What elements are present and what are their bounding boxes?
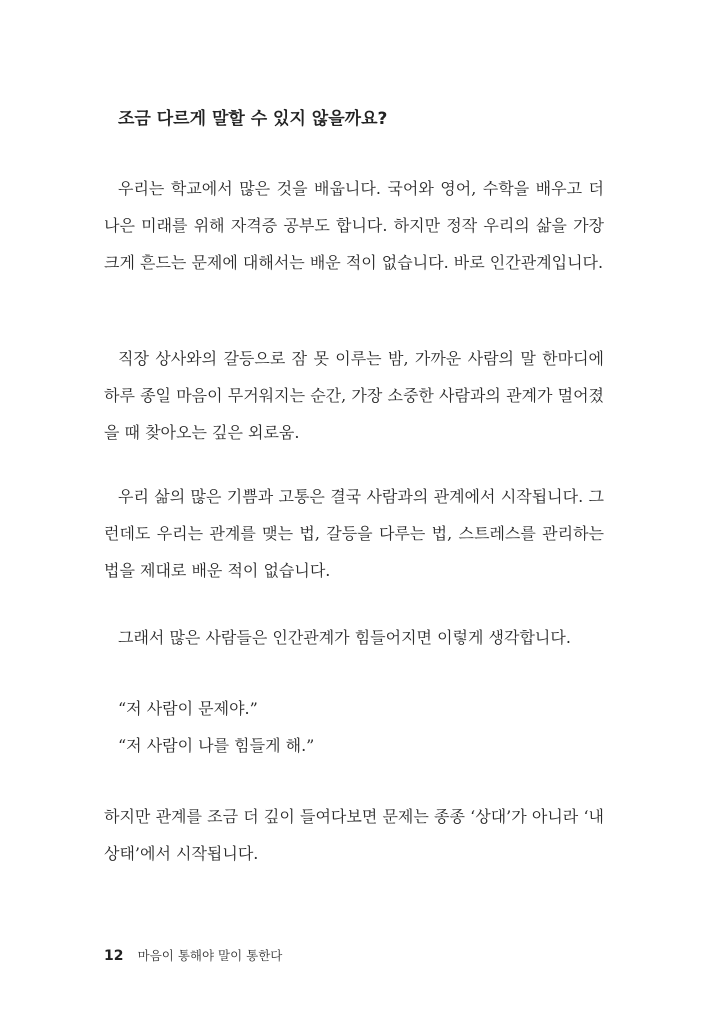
- quote-1: “저 사람이 문제야.”: [118, 699, 258, 718]
- quote-2: “저 사람이 나를 힘들게 해.”: [118, 736, 315, 755]
- paragraph-1: 우리는 학교에서 많은 것을 배웁니다. 국어와 영어, 수학을 배우고 더 나은 미래를 위해 자격증 공부도 합니다. 하지만 정작 우리의 삶을 가장 크게 흔드는 문제에 대해서는 배운 적이 없습니다. 바로 인간관계입니다.: [104, 179, 604, 272]
- section-heading: 조금 다르게 말할 수 있지 않을까요?: [118, 109, 388, 129]
- book-title: 마음이 통해야 말이 통한다: [137, 948, 283, 963]
- paragraph-2: 직장 상사와의 갈등으로 잠 못 이루는 밤, 가까운 사람의 말 한마디에 하루 종일 마음이 무거워지는 순간, 가장 소중한 사람과의 관계가 멀어졌을 때 찾아오는 깊은 외로움.: [104, 349, 604, 442]
- paragraph-3: 우리 삶의 많은 기쁨과 고통은 결국 사람과의 관계에서 시작됩니다. 그런데도 우리는 관계를 맺는 법, 갈등을 다루는 법, 스트레스를 관리하는 법을 제대로 배운 적이 없습니다.: [104, 487, 604, 580]
- page-footer: [104, 946, 282, 964]
- page-number: 12: [104, 948, 124, 964]
- paragraph-4: 그래서 많은 사람들은 인간관계가 힘들어지면 이렇게 생각합니다.: [118, 628, 571, 647]
- closing-paragraph: 하지만 관계를 조금 더 깊이 들여다보면 문제는 종종 ‘상대’가 아니라 ‘내 상태’에서 시작됩니다.: [104, 807, 604, 863]
